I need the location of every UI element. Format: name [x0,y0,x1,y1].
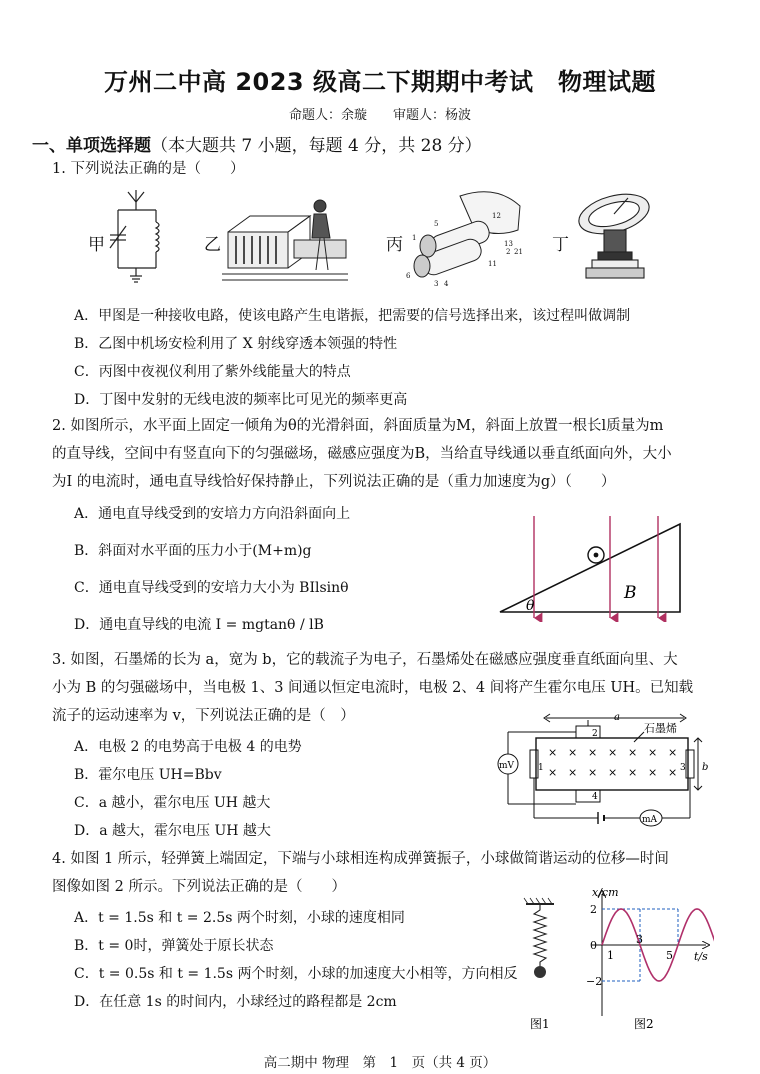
spring-oscillator-figure [518,896,562,1036]
field-cross: × [568,746,578,759]
xtick-1: 1 [607,949,614,962]
q4-option-a: A．t = 1.5s 和 t = 2.5s 两个时刻，小球的速度相同 [74,910,405,926]
section-desc: （本大题共 7 小题，每题 4 分，共 28 分） [151,136,482,156]
theta-label: θ [526,598,535,614]
field-cross: × [608,746,618,759]
fig-label-jia: 甲 [88,235,105,255]
q4-stem-2: 图像如图 2 所示。下列说法正确的是（ ） [52,879,346,895]
fig2-caption: 图2 [634,1017,654,1031]
field-cross: × [648,746,658,759]
nv-num-11: 11 [488,260,497,268]
field-cross: × [588,746,598,759]
q1-option-d: D．丁图中发射的无线电波的频率比可见光的频率更高 [74,392,408,408]
q4-option-b: B．t = 0时，弹簧处于原长状态 [74,938,274,954]
x-axis-label: t/s [694,950,708,963]
q2-stem-2: 的直导线，空间中有竖直向下的匀强磁场，磁感应强度为B，当给直导线通以垂直纸面向外，大小 [52,446,672,462]
nv-num-1: 1 [412,234,417,242]
ytick-2: 2 [590,903,597,916]
field-cross: × [628,746,638,759]
nv-num-4: 4 [444,280,449,288]
field-cross: × [588,766,598,779]
field-cross: × [608,766,618,779]
q1-option-b: B．乙图中机场安检利用了 X 射线穿透本领强的特性 [74,336,398,352]
xtick-3: 3 [636,933,643,946]
graphene-hall-figure [494,708,712,830]
field-cross: × [668,746,678,759]
field-cross: × [548,766,558,779]
electrode-3: 3 [680,763,686,773]
q4-option-d: D．在任意 1s 的时间内，小球经过的路程都是 2cm [74,994,397,1010]
q2-stem-1: 2. 如图所示，水平面上固定一倾角为θ的光滑斜面，斜面质量为M，斜面上放置一根长l质量为m [52,418,664,434]
field-cross: × [668,766,678,779]
fig-label-yi: 乙 [204,235,221,255]
q3-option-d: D．a 越大，霍尔电压 UH 越大 [74,823,271,839]
ammeter-label: mA [642,815,658,825]
q1-option-c: C．丙图中夜视仪利用了紫外线能量大的特点 [74,364,351,380]
b-field-label: B [624,583,637,603]
fig1-caption: 图1 [530,1017,550,1031]
q2-option-c: C．通电直导线受到的安培力大小为 BIlsinθ [74,580,349,596]
voltmeter-label: mV [499,761,515,771]
airport-xray-scanner-figure [220,192,350,286]
q2-stem-3: 为I 的电流时，通电直导线恰好保持静止，下列说法正确的是（重力加速度为g）（ ） [52,474,616,490]
q1-option-a: A．甲图是一种接收电路，使该电路产生电谐振，把需要的信号选择出来，该过程叫做调制 [74,308,631,324]
ytick-0: 0 [590,939,597,952]
q4-option-c: C．t = 0.5s 和 t = 1.5s 两个时刻，小球的加速度大小相等，方向相反 [74,966,518,982]
graphene-label: 石墨烯 [644,722,677,735]
q3-stem-1: 3. 如图，石墨烯的长为 a，宽为 b，它的载流子为电子，石墨烯处在磁感应强度垂直纸面向里、大 [52,652,678,668]
q2-option-b: B．斜面对水平面的压力小于(M+m)g [74,543,312,559]
night-vision-figure [400,186,530,288]
y-axis-label: x/cm [592,886,619,899]
page-footer: 高二期中 物理 第 1 页（共 4 页） [263,1055,497,1071]
q2-option-a: A．通电直导线受到的安培力方向沿斜面向上 [74,506,351,522]
section-heading [32,131,482,156]
length-a-label: a [614,712,620,723]
tuning-circuit-figure [104,188,176,288]
field-cross: × [648,766,658,779]
section-label: 一、单项选择题 [32,136,151,156]
q3-stem-2: 小为 B 的匀强磁场中，当电极 1、3 间通以恒定电流时，电极 2、4 间将产生霍尔电压 UH。已知载 [52,680,694,696]
field-cross: × [548,746,558,759]
nv-num-6: 6 [406,272,411,280]
authors-line: 命题人：余璇 审题人：杨波 [288,108,471,123]
field-cross: × [568,766,578,779]
field-cross: × [628,766,638,779]
q3-option-b: B．霍尔电压 UH=Bbv [74,767,222,783]
electrode-1: 1 [538,763,544,773]
nv-num-5: 5 [434,220,439,228]
nv-num-12: 12 [492,212,501,220]
q3-stem-3: 流子的运动速率为 v，下列说法正确的是（ ） [52,708,355,724]
shm-displacement-graph [580,884,714,1040]
xtick-5: 5 [666,949,673,962]
electrode-2: 2 [592,729,598,739]
electrode-4: 4 [592,792,598,802]
magnetic-field-crosses [548,746,677,779]
nv-num-3: 3 [434,280,439,288]
q2-option-d: D．通电直导线的电流 I = mgtanθ / lB [74,617,324,633]
fig-label-bing: 丙 [386,235,403,255]
q1-stem: 1. 下列说法正确的是（ ） [52,161,245,177]
nv-num-2: 2 [506,248,511,256]
nv-num-21: 21 [514,248,523,256]
page-title: 万州二中高 2023 级高二下期期中考试 物理试题 [103,68,656,96]
q3-option-c: C．a 越小，霍尔电压 UH 越大 [74,795,271,811]
nv-num-13: 13 [504,240,513,248]
radio-antenna-figure [570,190,660,286]
incline-magnetic-figure [496,508,692,622]
fig-label-ding: 丁 [552,235,569,255]
q3-option-a: A．电极 2 的电势高于电极 4 的电势 [74,739,302,755]
q4-stem-1: 4. 如图 1 所示，轻弹簧上端固定，下端与小球相连构成弹簧振子，小球做简谐运动的位移—时间 [52,851,669,867]
width-b-label: b [702,762,709,773]
ytick-neg2: −2 [586,975,603,988]
